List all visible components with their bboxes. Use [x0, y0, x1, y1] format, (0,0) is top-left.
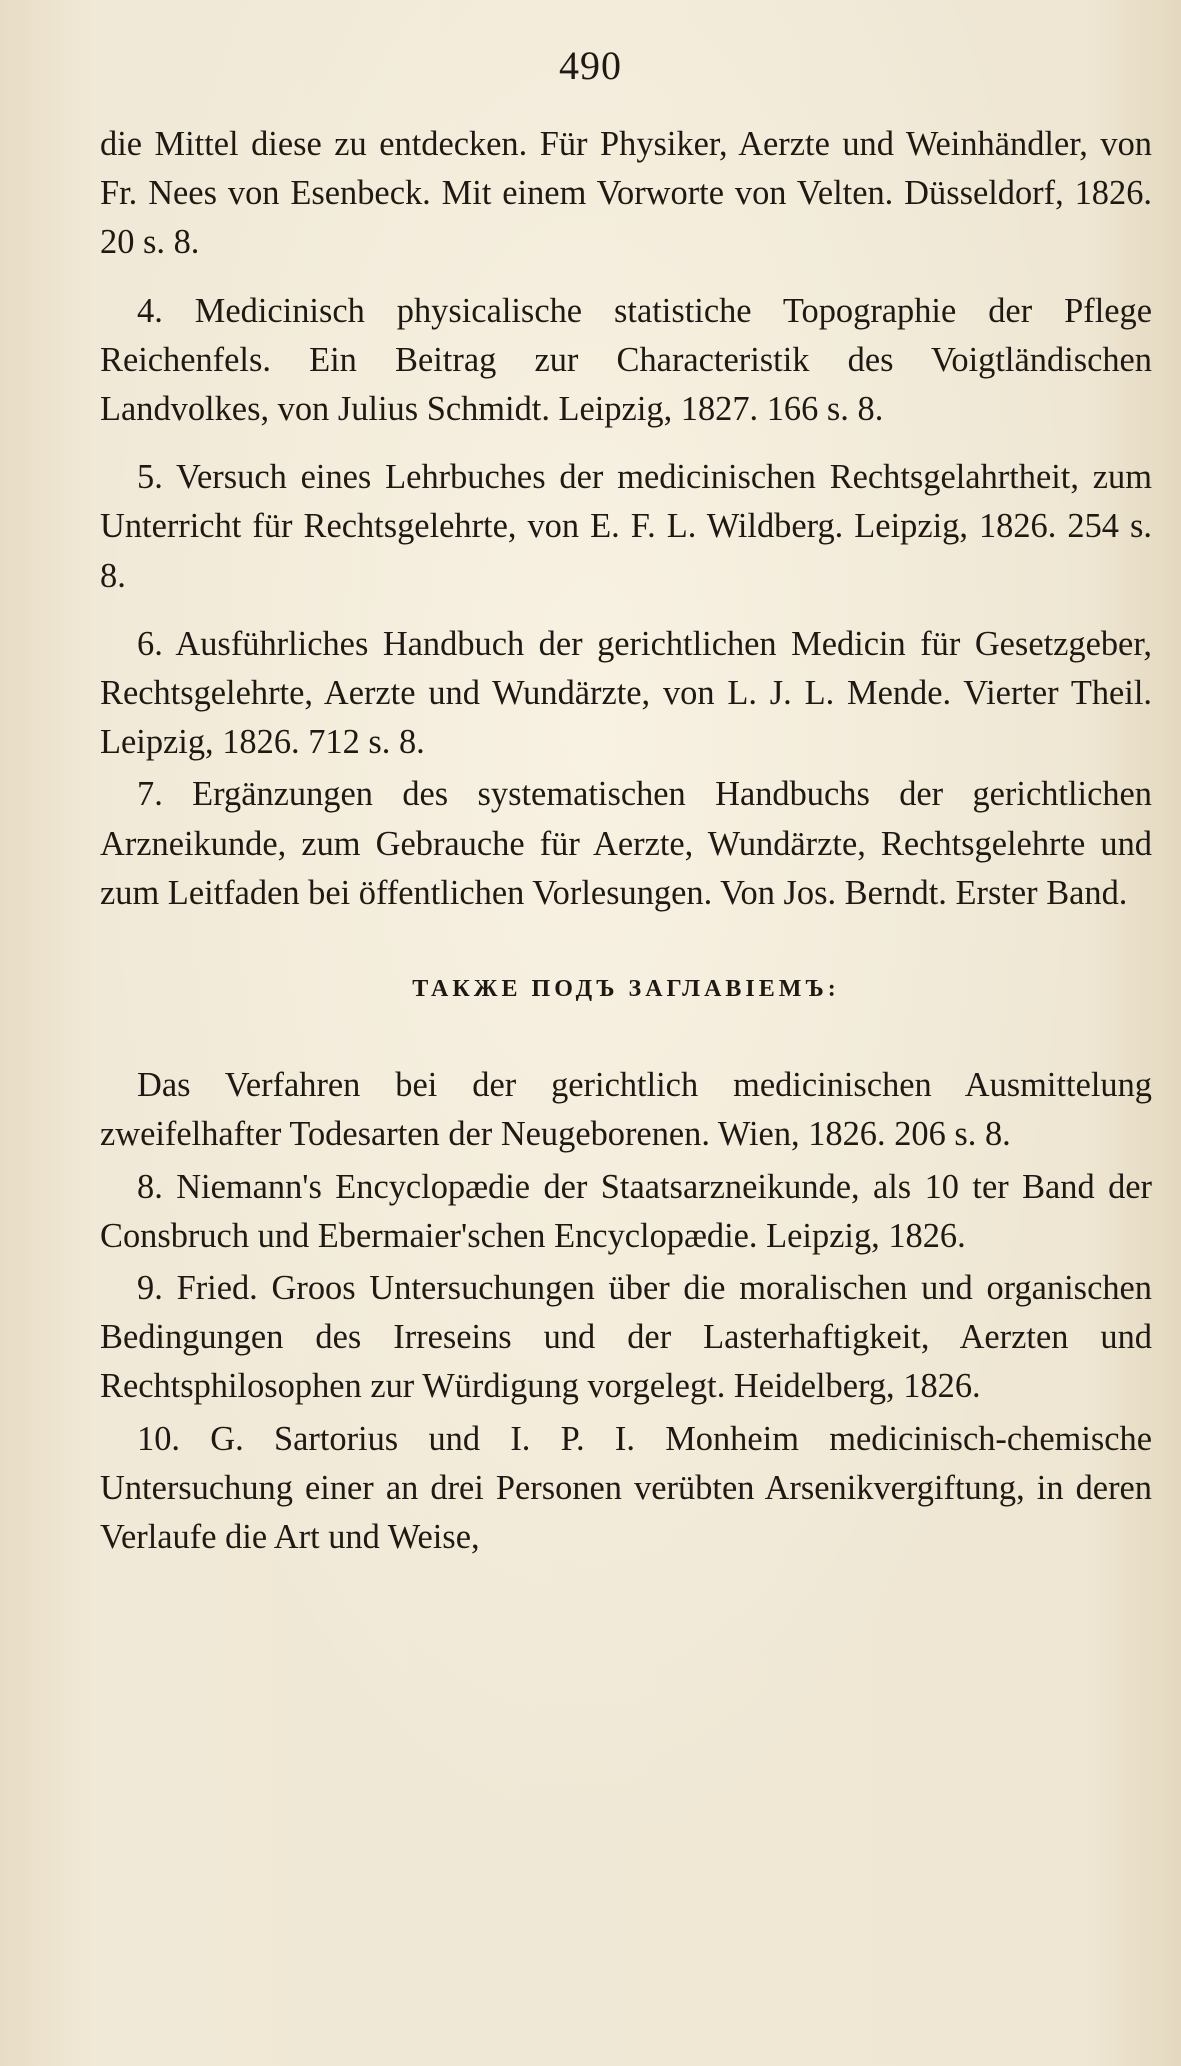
- entry-7-alt-title: Das Verfahren bei der gerichtlich medicinischen Ausmittelung zweifelhafter Todesarten der Neugeborenen. Wien, 1826. 206 s. 8.: [100, 1066, 1152, 1154]
- entry-4: 4. Medicinisch physicalische statistiche Topographie der Pflege Reichenfels. Ein Beitrag zur Characteristik des Voigtländischen Landvolkes, von Julius Schmidt. Leipzig, 1827. 166 s. 8.: [100, 291, 1152, 429]
- entry-8: 8. Niemann's Encyclopædie der Staatsarzneikunde, als 10 ter Band der Consbruch und Ebermaier'schen Encyclopædie. Leipzig, 1826.: [100, 1167, 1152, 1255]
- subheading-also-titled: ТАКЖЕ ПОДЪ ЗАГЛАВІЕМЪ:: [412, 976, 840, 1003]
- entry-10: 10. G. Sartorius und I. P. I. Monheim medicinisch-chemische Untersuchung einer an drei Personen verübten Arsenikvergiftung, in deren Verlaufe die Art und Weise,: [100, 1419, 1152, 1557]
- page-text: [100, 120, 1152, 1562]
- entry-3-continuation: die Mittel diese zu entdecken. Für Physiker, Aerzte und Weinhändler, von Fr. Nees von Esenbeck. Mit einem Vorworte von Velten. Düsseldorf, 1826. 20 s. 8.: [100, 125, 1152, 262]
- entry-7: 7. Ergänzungen des systematischen Handbuchs der gerichtlichen Arzneikunde, zum Gebrauche für Aerzte, Wundärzte, Rechtsgelehrte und zum Leitfaden bei öffentlichen Vorlesungen. Von Jos. Berndt. Erster Band.: [100, 775, 1152, 912]
- entry-6: 6. Ausführliches Handbuch der gerichtlichen Medicin für Gesetzgeber, Rechtsgelehrte, Aerzte und Wundärzte, von L. J. L. Mende. Vierter Theil. Leipzig, 1826. 712 s. 8.: [100, 624, 1152, 762]
- entry-9: 9. Fried. Groos Untersuchungen über die moralischen und organischen Bedingungen des Irreseins und der Lasterhaftigkeit, Aerzten und Rechtsphilosophen zur Würdigung vorgelegt. Heidelberg, 1826.: [100, 1269, 1152, 1406]
- entry-5: 5. Versuch eines Lehrbuches der medicinischen Rechtsgelahrtheit, zum Unterricht für Rechtsgelehrte, von E. F. L. Wildberg. Leipzig, 1826. 254 s. 8.: [100, 458, 1152, 595]
- page-number: 490: [559, 43, 622, 88]
